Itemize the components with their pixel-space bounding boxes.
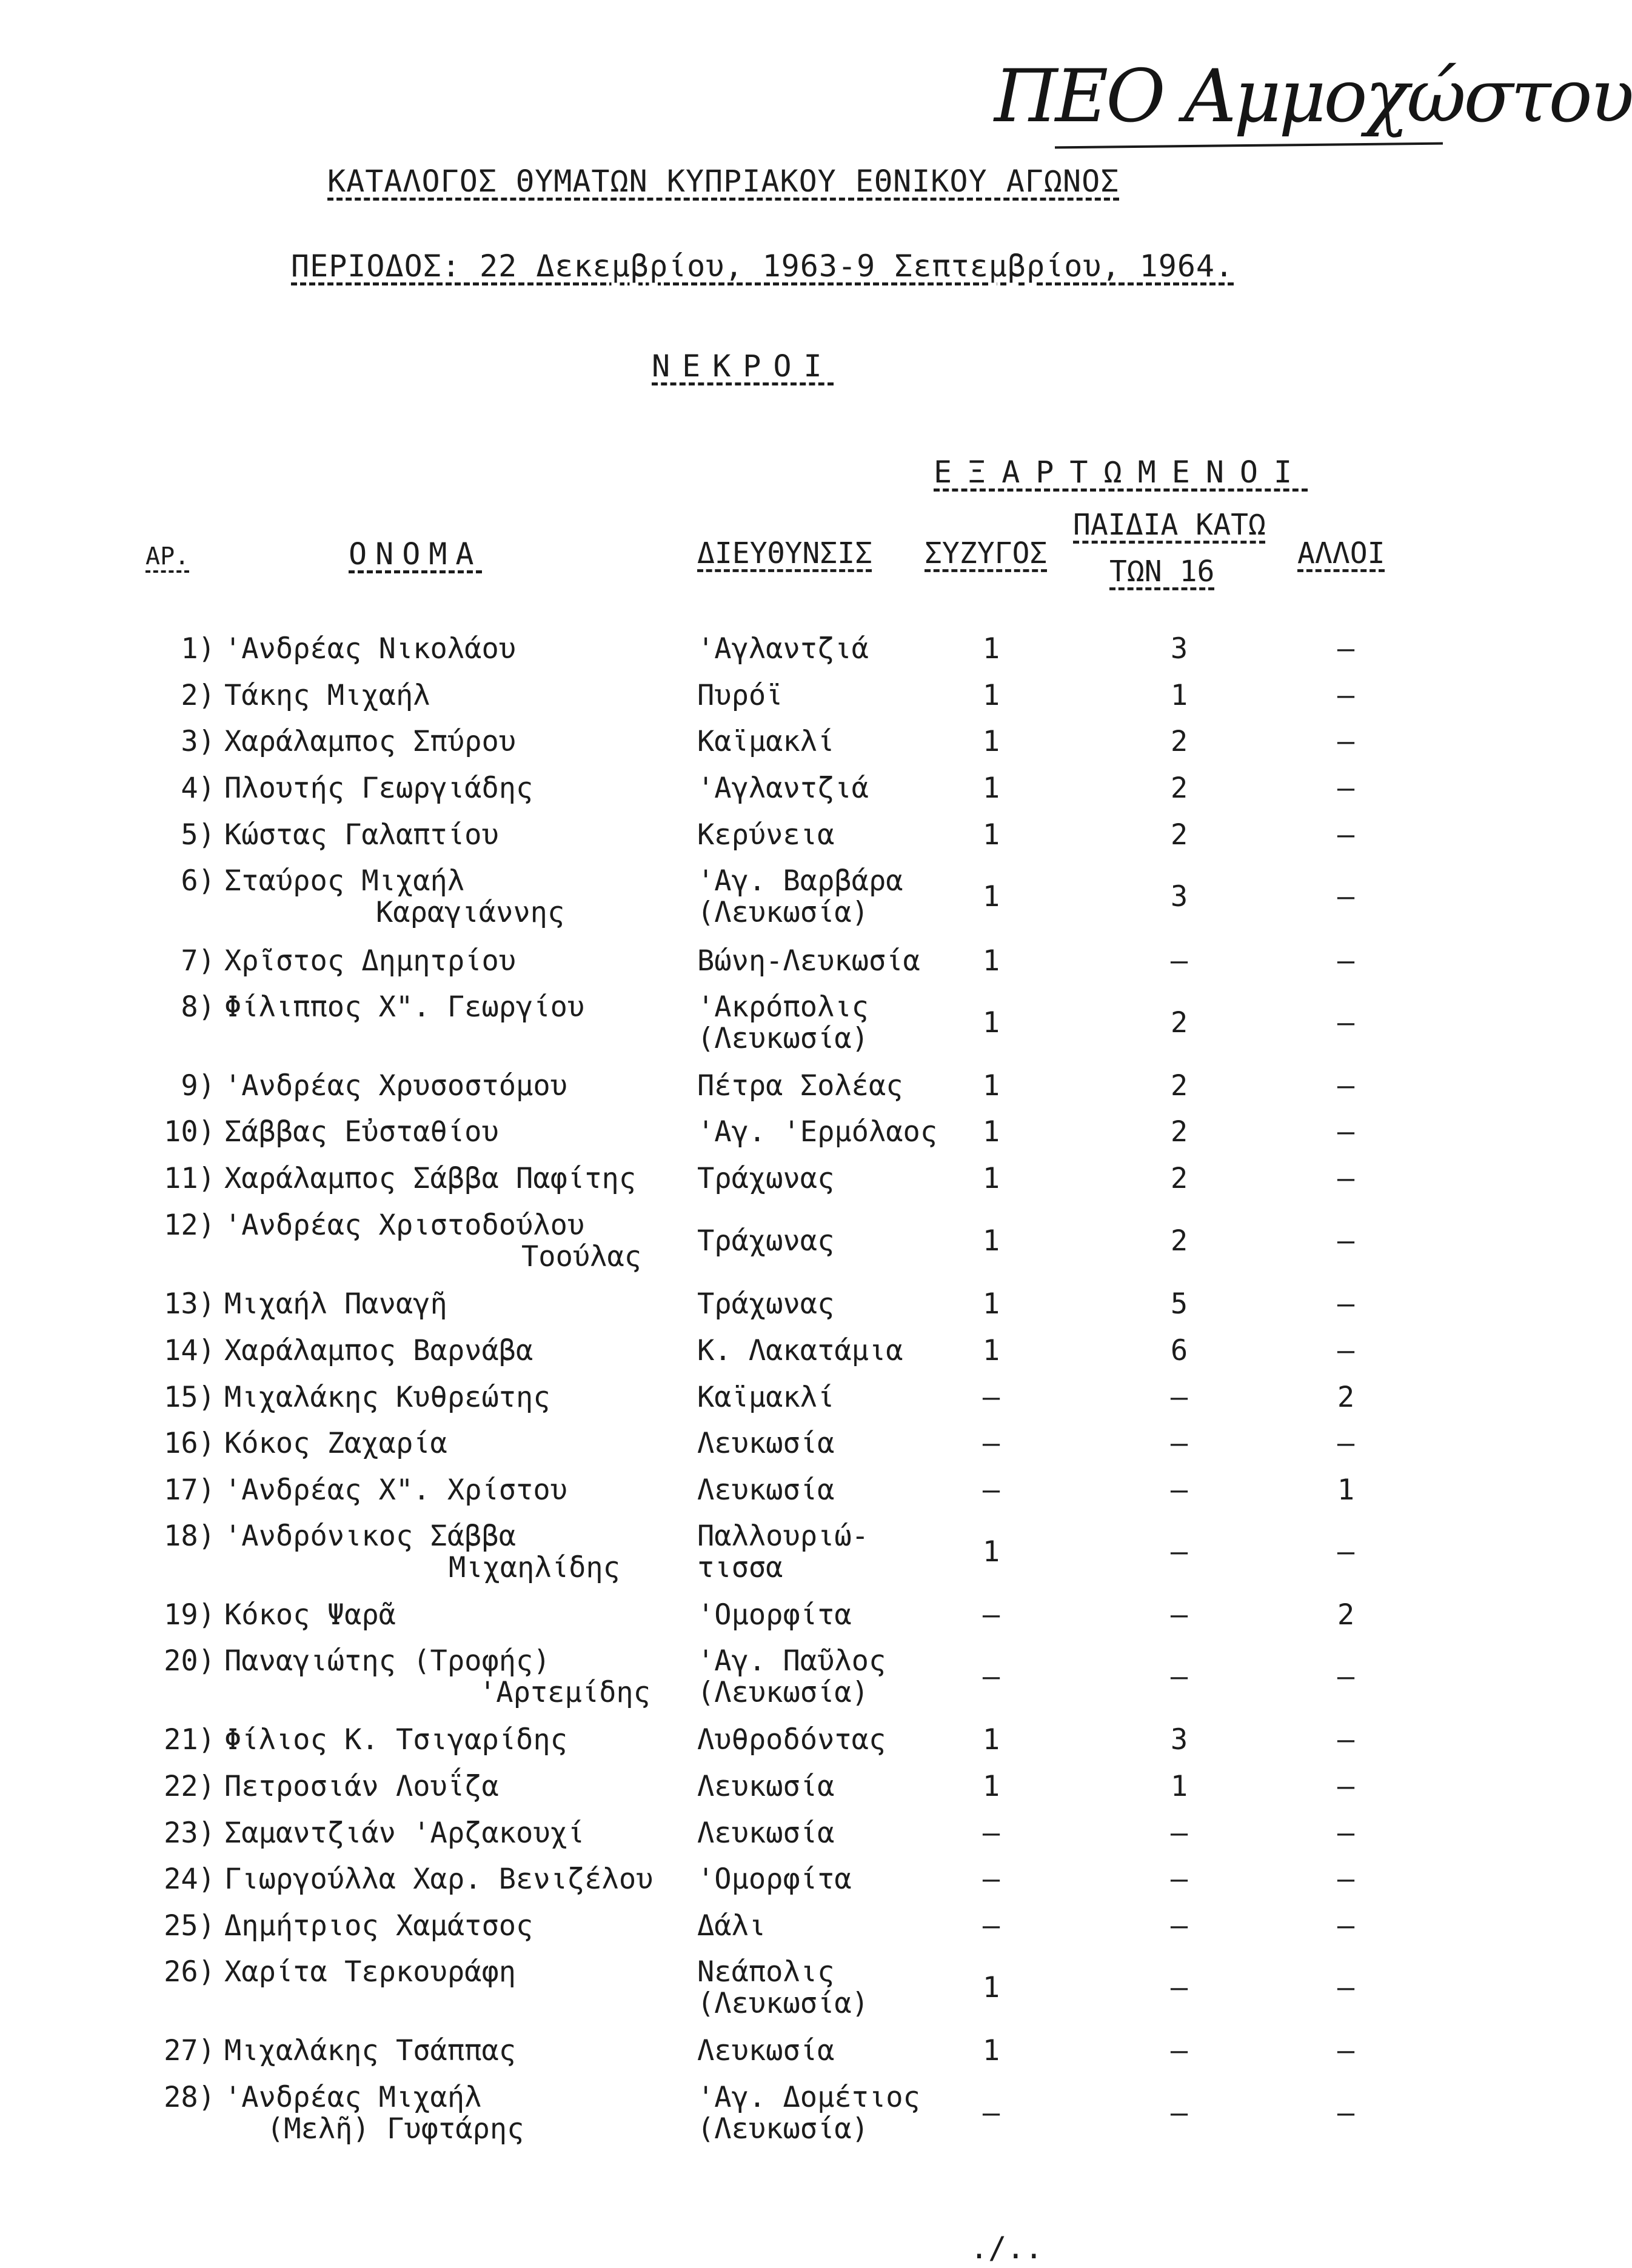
victim-address: 'Ομορφίτα [697,1598,852,1632]
spouse-count: 1 [982,880,1000,913]
row-number: 22) [164,1770,215,1803]
row-number: 25) [164,1909,215,1943]
row-number: 14) [164,1334,215,1367]
victim-name: 'Ανδρέας Νικολάου [224,632,517,665]
others-count: – [1337,1287,1355,1321]
spouse-count: 1 [982,725,1000,758]
spouse-count: 1 [982,1115,1000,1149]
victim-name: 'Ανδρόνικος Σάββα [224,1519,517,1553]
row-number: 4) [181,772,215,805]
children-count: – [1170,1660,1188,1693]
children-count: – [1170,2096,1188,2130]
victim-name: Πετροσιάν Λουΐζα [224,1770,499,1803]
others-count: – [1337,1427,1355,1460]
others-count: – [1337,1723,1355,1756]
victim-name-line2: (Μελῆ) Γυφτάρης [267,2112,524,2146]
others-count: – [1337,1115,1355,1149]
children-count: – [1170,1863,1188,1896]
others-count: 2 [1337,1381,1355,1414]
row-number: 15) [164,1381,215,1414]
others-count: 2 [1337,1598,1355,1632]
spouse-count: 1 [982,1535,1000,1569]
column-header-others: ΑΛΛΟΙ [1297,536,1385,570]
spouse-count: – [982,1660,1000,1693]
others-count: – [1337,679,1355,712]
others-count: – [1337,1224,1355,1258]
spouse-count: 1 [982,1334,1000,1367]
children-count: 2 [1170,818,1188,852]
spouse-count: 1 [982,632,1000,665]
others-count: 1 [1337,1473,1355,1507]
victim-address: Λυθροδόντας [697,1723,886,1756]
spouse-count: 1 [982,679,1000,712]
row-number: 18) [164,1519,215,1553]
spouse-count: – [982,2096,1000,2130]
children-count: 2 [1170,1069,1188,1102]
row-number: 1) [181,632,215,665]
children-count: 1 [1170,1770,1188,1803]
others-count: – [1337,1909,1355,1943]
children-count: 2 [1170,1162,1188,1195]
victim-address: Πέτρα Σολέας [697,1069,903,1102]
row-number: 6) [181,864,215,898]
page-continuation-mark: ./.. [970,2230,1043,2266]
victim-address: Δάλι [697,1909,766,1943]
victim-address: Καϊμακλί [697,1381,835,1414]
victim-name: Μιχαλάκης Τσάππας [224,2034,517,2067]
spouse-count: 1 [982,1224,1000,1258]
spouse-count: 1 [982,772,1000,805]
spouse-count: 1 [982,1971,1000,2004]
spouse-count: 1 [982,1069,1000,1102]
victim-address: 'Ακρόπολις [697,990,869,1024]
victim-name: Γιωργούλλα Χαρ. Βενιζέλου [224,1863,654,1896]
row-number: 28) [164,2081,215,2114]
victim-name: Μιχαήλ Παναγῆ [224,1287,447,1321]
victim-name: Κόκος Ζαχαρία [224,1427,447,1460]
victim-name: Πλουτής Γεωργιάδης [224,772,533,805]
victim-address-line2: (Λευκωσία) [697,2112,869,2146]
spouse-count: 1 [982,1162,1000,1195]
victim-address: 'Αγ. 'Ερμόλαος [697,1115,938,1149]
victim-name-line2: Καραγιάννης [376,896,565,929]
victim-name: Παναγιώτης (Τροφής) [224,1644,550,1678]
spouse-count: 1 [982,1770,1000,1803]
document-period: ΠΕΡΙΟΔΟΣ: 22 Δεκεμβρίου, 1963-9 Σεπτεμβρίου, 1964. [291,248,1234,284]
victim-address: Καϊμακλί [697,725,835,758]
children-count: 6 [1170,1334,1188,1367]
victim-address-line2: (Λευκωσία) [697,1676,869,1709]
row-number: 10) [164,1115,215,1149]
victim-address: Λευκωσία [697,2034,835,2067]
column-header-name: ΟΝΟΜΑ [349,536,483,572]
children-count: – [1170,1535,1188,1569]
victim-address: 'Αγ. Δομέτιος [697,2081,920,2114]
victim-address: Παλλουριώ- [697,1519,869,1553]
victim-name: Τάκης Μιχαήλ [224,679,430,712]
others-count: – [1337,772,1355,805]
others-count: – [1337,725,1355,758]
children-count: – [1170,1971,1188,2004]
others-count: – [1337,1770,1355,1803]
row-number: 7) [181,944,215,978]
children-count: – [1170,1381,1188,1414]
victim-name: 'Ανδρέας Μιχαήλ [224,2081,482,2114]
spouse-count: 1 [982,818,1000,852]
victim-name: Φίλιππος Χ". Γεωργίου [224,990,585,1024]
spouse-count: 1 [982,1287,1000,1321]
others-count: – [1337,1971,1355,2004]
others-count: – [1337,1863,1355,1896]
others-count: – [1337,944,1355,978]
victim-name: Φίλιος Κ. Τσιγαρίδης [224,1723,567,1756]
row-number: 20) [164,1644,215,1678]
row-number: 24) [164,1863,215,1896]
column-header-number: ΑΡ. [145,542,190,570]
column-header-children: ΠΑΙΔΙΑ ΚΑΤΩ [1073,508,1266,542]
spouse-count: – [982,1473,1000,1507]
section-title: ΝΕΚΡΟΙ [652,349,834,384]
row-number: 13) [164,1287,215,1321]
victim-address: Λευκωσία [697,1816,835,1850]
children-count: 2 [1170,1006,1188,1039]
victim-address: Πυρόϊ [697,679,783,712]
handwritten-underline [1055,142,1443,149]
dependents-header: ΕΞΑΡΤΩΜΕΝΟΙ [934,455,1308,490]
victim-address: Λευκωσία [697,1473,835,1507]
victim-address: 'Αγ. Παῦλος [697,1644,886,1678]
column-header-address: ΔΙΕΥΘΥΝΣΙΣ [697,536,872,570]
victim-name: Χαρίτα Τερκουράφη [224,1955,517,1989]
victim-name: Δημήτριος Χαμάτσος [224,1909,533,1943]
spouse-count: – [982,1909,1000,1943]
victim-address: Τράχωνας [697,1224,835,1258]
spouse-count: – [982,1816,1000,1850]
victim-address: Λευκωσία [697,1770,835,1803]
others-count: – [1337,880,1355,913]
victim-address: Κ. Λακατάμια [697,1334,903,1367]
column-header-spouse: ΣΥΖΥΓΟΣ [925,536,1048,570]
children-count: 3 [1170,632,1188,665]
handwritten-note: ΠΕΟ Αμμοχώστου [994,55,1632,139]
victim-name: Σαμαντζιάν 'Αρζακουχί [224,1816,585,1850]
victim-address-line2: τισσα [697,1551,783,1584]
row-number: 8) [181,990,215,1024]
row-number: 12) [164,1209,215,1242]
others-count: – [1337,1660,1355,1693]
children-count: – [1170,1816,1188,1850]
children-count: 5 [1170,1287,1188,1321]
children-count: – [1170,944,1188,978]
others-count: – [1337,632,1355,665]
children-count: 2 [1170,1115,1188,1149]
others-count: – [1337,1006,1355,1039]
document-title: ΚΑΤΑΛΟΓΟΣ ΘΥΜΑΤΩΝ ΚΥΠΡΙΑΚΟΥ ΕΘΝΙΚΟΥ ΑΓΩΝΟΣ [327,164,1120,199]
victim-name: Σταύρος Μιχαήλ [224,864,465,898]
victim-address: Τράχωνας [697,1287,835,1321]
children-count: 2 [1170,1224,1188,1258]
spouse-count: 1 [982,1723,1000,1756]
victim-address: 'Ομορφίτα [697,1863,852,1896]
spouse-count: 1 [982,1006,1000,1039]
children-count: 2 [1170,725,1188,758]
others-count: – [1337,1816,1355,1850]
others-count: – [1337,2034,1355,2067]
children-count: 2 [1170,772,1188,805]
victim-name: Κώστας Γαλαπτίου [224,818,499,852]
others-count: – [1337,1334,1355,1367]
row-number: 11) [164,1162,215,1195]
victim-address: 'Αγλαντζιά [697,772,869,805]
victim-address: 'Αγλαντζιά [697,632,869,665]
column-header-children-age: ΤΩΝ 16 [1109,555,1215,589]
row-number: 3) [181,725,215,758]
row-number: 9) [181,1069,215,1102]
row-number: 23) [164,1816,215,1850]
spouse-count: – [982,1427,1000,1460]
victim-name: 'Ανδρέας Χριστοδούλου [224,1209,585,1242]
victim-name: Χαράλαμπος Σάββα Παφίτης [224,1162,637,1195]
row-number: 5) [181,818,215,852]
victim-name: Κόκος Ψαρᾶ [224,1598,396,1632]
victim-address: Νεάπολις [697,1955,835,1989]
children-count: – [1170,1909,1188,1943]
victim-name-line2: Τοούλας [521,1240,642,1273]
children-count: – [1170,2034,1188,2067]
victim-name: Χαράλαμπος Βαρνάβα [224,1334,533,1367]
victim-name-line2: 'Αρτεμίδης [479,1676,650,1709]
victim-address: 'Αγ. Βαρβάρα [697,864,903,898]
victim-name: Μιχαλάκης Κυθρεώτης [224,1381,550,1414]
victim-address: Τράχωνας [697,1162,835,1195]
row-number: 19) [164,1598,215,1632]
others-count: – [1337,1535,1355,1569]
victim-address: Βώνη-Λευκωσία [697,944,920,978]
victim-name-line2: Μιχαηλίδης [449,1551,620,1584]
victim-name: 'Ανδρέας Χρυσοστόμου [224,1069,567,1102]
others-count: – [1337,818,1355,852]
victim-address-line2: (Λευκωσία) [697,1022,869,1055]
victim-address: Κερύνεια [697,818,835,852]
victim-address-line2: (Λευκωσία) [697,896,869,929]
spouse-count: – [982,1863,1000,1896]
row-number: 27) [164,2034,215,2067]
spouse-count: – [982,1381,1000,1414]
row-number: 2) [181,679,215,712]
victim-name: Σάββας Εὐσταθίου [224,1115,499,1149]
victim-name: Χαράλαμπος Σπύρου [224,725,517,758]
others-count: – [1337,1162,1355,1195]
victim-address: Λευκωσία [697,1427,835,1460]
children-count: 1 [1170,679,1188,712]
row-number: 17) [164,1473,215,1507]
row-number: 21) [164,1723,215,1756]
others-count: – [1337,1069,1355,1102]
victim-address-line2: (Λευκωσία) [697,1987,869,2020]
children-count: – [1170,1598,1188,1632]
spouse-count: – [982,1598,1000,1632]
victim-name: 'Ανδρέας Χ". Χρίστου [224,1473,567,1507]
victim-name: Χρῖστος Δημητρίου [224,944,517,978]
row-number: 26) [164,1955,215,1989]
spouse-count: 1 [982,944,1000,978]
row-number: 16) [164,1427,215,1460]
spouse-count: 1 [982,2034,1000,2067]
children-count: – [1170,1473,1188,1507]
children-count: 3 [1170,880,1188,913]
children-count: – [1170,1427,1188,1460]
others-count: – [1337,2096,1355,2130]
children-count: 3 [1170,1723,1188,1756]
